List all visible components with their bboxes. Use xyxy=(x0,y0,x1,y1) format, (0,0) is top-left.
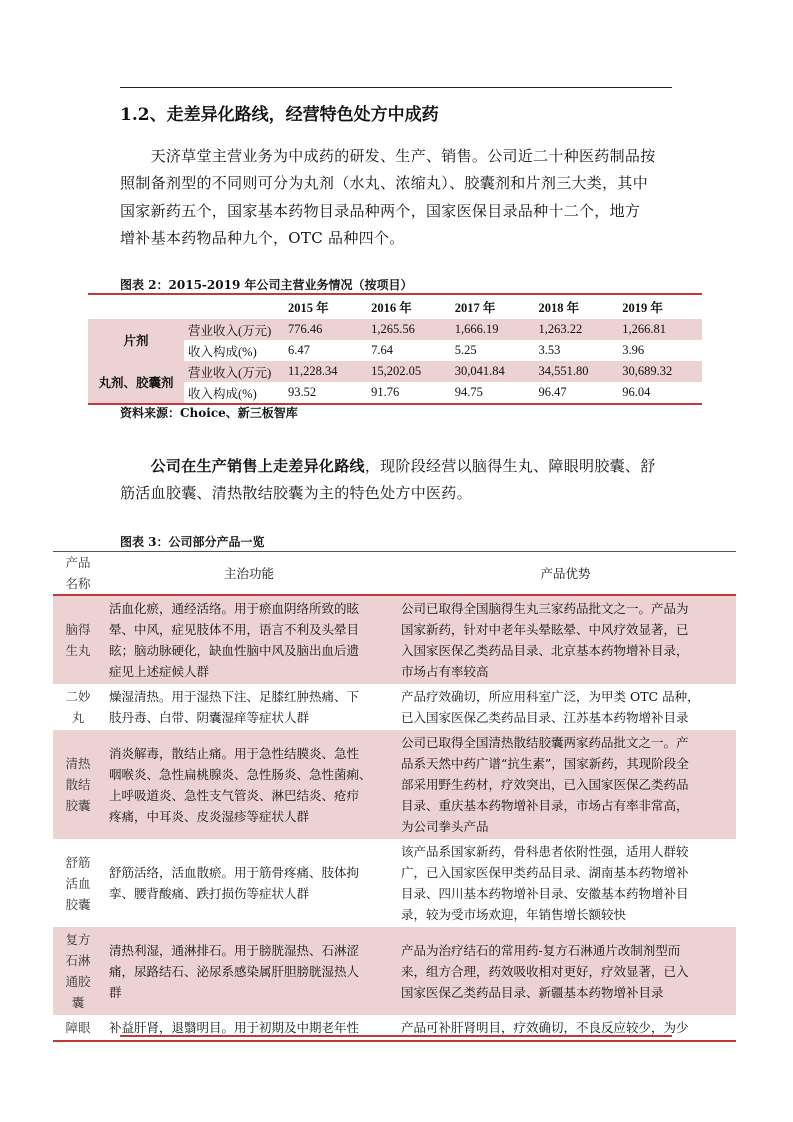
product-function: 清热利湿，通淋排石。用于膀胱湿热、石淋涩 痛，尿路结石、泌尿系感染属肝胆膀胱湿热人 群 xyxy=(109,942,360,1000)
table-row xyxy=(53,927,736,1015)
product-name: 二妙 丸 xyxy=(65,689,91,725)
table-row xyxy=(53,595,736,684)
cell: 776.46 xyxy=(288,322,323,336)
product-advantage: 该产品系国家新药，骨科患者依附性强，适用人群较 广，已入国家医保甲类药品目录、湖南基本药物增补 目录、四川基本药物增补目录、安徽基本药物增补目 录，较为受市场欢迎，年销售增长额较快 xyxy=(401,844,689,922)
product-name: 障眼 xyxy=(65,1020,91,1035)
cell: 15,202.05 xyxy=(371,364,422,378)
product-function: 舒筋活络，活血散瘀。用于筋骨疼痛、肢体拘 挛、腰背酸痛、跌打损伤等症状人群 xyxy=(109,865,360,901)
header-function: 主治功能 xyxy=(223,565,274,581)
product-advantage: 产品为治疗结石的常用药-复方石淋通片改制剂型而 来，组方合理，药效吸收相对更好，疗效显著，已入 国家医保乙类药品目录、新疆基本药物增补目录 xyxy=(401,942,689,1000)
cell: 94.75 xyxy=(454,385,483,399)
table3-caption: 图表 3：公司部分产品一览 xyxy=(120,535,265,549)
table-row xyxy=(53,839,736,927)
group-label: 片剂 xyxy=(88,319,184,361)
strategy-bold: 公司在生产销售上走差异化路线 xyxy=(150,457,365,475)
year-header: 2019 年 xyxy=(622,301,663,315)
row-label: 收入构成(%) xyxy=(188,344,257,359)
strategy-text: ，现阶段经营以脑得生丸、障眼明胶囊、舒 筋活血胶囊、清热散结胶囊为主的特色处方中医药。 xyxy=(120,457,656,503)
product-function: 补益肝肾，退翳明目。用于初期及中期老年性 xyxy=(109,1020,360,1035)
product-advantage: 产品可补肝肾明目，疗效确切，不良反应较少，为少 xyxy=(401,1020,689,1035)
header-rule xyxy=(120,87,672,88)
cell: 7.64 xyxy=(371,343,393,357)
cell: 1,266.81 xyxy=(622,322,666,336)
product-name: 舒筋 活血 胶囊 xyxy=(65,854,91,912)
cell: 30,689.32 xyxy=(622,364,673,378)
cell: 93.52 xyxy=(288,385,317,399)
table-row xyxy=(53,684,736,730)
product-table xyxy=(53,551,736,1042)
section-heading: 1.2、走差异化路线，经营特色处方中成药 xyxy=(120,105,439,125)
table-header-row xyxy=(88,294,702,319)
cell: 91.76 xyxy=(371,385,400,399)
table-row xyxy=(88,361,702,382)
product-function: 燥湿清热。用于湿热下注、足膝红肿热痛、下 肢丹毒、白带、阴囊湿痒等症状人群 xyxy=(109,689,360,725)
cell: 5.25 xyxy=(454,343,477,357)
product-advantage: 公司已取得全国清热散结胶囊两家药品批文之一。产 品系天然中药广谱“抗生素”，国家新药，其现阶段全 部采用野生药材，疗效突出，已入国家医保乙类药品 目录、重庆基本药物增补目录，市场占有率非常高， 为公司拳头产品 xyxy=(401,735,689,834)
table-row xyxy=(53,1015,736,1041)
cell: 11,228.34 xyxy=(288,364,338,378)
row-label: 营业收入(万元) xyxy=(188,323,272,338)
cell: 96.04 xyxy=(622,385,651,399)
group-label: 丸剂、胶囊剂 xyxy=(88,361,184,404)
footer-rule xyxy=(120,1035,672,1037)
year-header: 2015 年 xyxy=(288,301,329,315)
cell: 6.47 xyxy=(288,343,310,357)
header-advantage: 产品优势 xyxy=(540,565,591,581)
cell: 3.53 xyxy=(538,343,561,357)
cell: 96.47 xyxy=(538,385,567,399)
cell: 1,265.56 xyxy=(371,322,415,336)
row-label: 收入构成(%) xyxy=(188,386,257,401)
table2-caption: 图表 2：2015-2019 年公司主营业务情况（按项目） xyxy=(120,278,413,292)
product-name: 清热 散结 胶囊 xyxy=(65,756,91,813)
product-advantage: 公司已取得全国脑得生丸三家药品批文之一。产品为 国家新药，针对中老年头晕眩晕、中风疗效显著，已 入国家医保乙类药品目录、北京基本药物增补目录， 市场占有率较高 xyxy=(401,601,689,679)
table-row xyxy=(53,730,736,839)
product-advantage: 产品疗效确切，所应用科室广泛，为甲类 OTC 品种， 已入国家医保乙类药品目录、江苏基本药物增补目录 xyxy=(401,689,700,725)
header-name: 产品 名称 xyxy=(65,555,91,591)
table-row xyxy=(88,319,702,340)
product-name: 脑得 生丸 xyxy=(65,622,91,658)
product-function: 活血化瘀，通经活络。用于瘀血阴络所致的眩 晕、中风，症见肢体不用，语言不利及头晕目 眩；脑动脉硬化，缺血性脑中风及脑出血后遗 症见上述症候人群 xyxy=(109,601,360,679)
cell: 1,263.22 xyxy=(538,322,583,336)
year-header: 2017 年 xyxy=(454,301,496,315)
cell: 1,666.19 xyxy=(454,322,499,336)
product-name: 复方 石淋 通胶 囊 xyxy=(65,932,91,1010)
cell: 3.96 xyxy=(622,343,645,357)
product-function: 消炎解毒，散结止痛。用于急性结膜炎、急性 咽喉炎、急性扁桃腺炎、急性肠炎、急性菌痢、 上呼吸道炎、急性支气管炎、淋巴结炎、疮疖 疼痛，中耳炎、皮炎湿疹等症状人群 xyxy=(109,745,372,824)
strategy-paragraph xyxy=(120,453,675,508)
row-label: 营业收入(万元) xyxy=(188,365,272,380)
cell: 34,551.80 xyxy=(538,364,589,378)
cell: 30,041.84 xyxy=(454,364,505,378)
year-header: 2016 年 xyxy=(371,301,412,315)
table2-source: 资料来源：Choice、新三板智库 xyxy=(120,406,298,420)
year-header: 2018 年 xyxy=(538,301,580,315)
intro-paragraph: 天济草堂主营业务为中成药的研发、生产、销售。公司近二十种医药制品按 照制备剂型的不同则可分为丸剂（水丸、浓缩丸）、胶囊剂和片剂三大类，其中 国家新药五个，国家基本药物目录品种两个，国家医保目录品种十二个，地方 增补基本药物品种九个，OTC 品种四个。 xyxy=(120,147,656,247)
revenue-table xyxy=(88,293,702,405)
